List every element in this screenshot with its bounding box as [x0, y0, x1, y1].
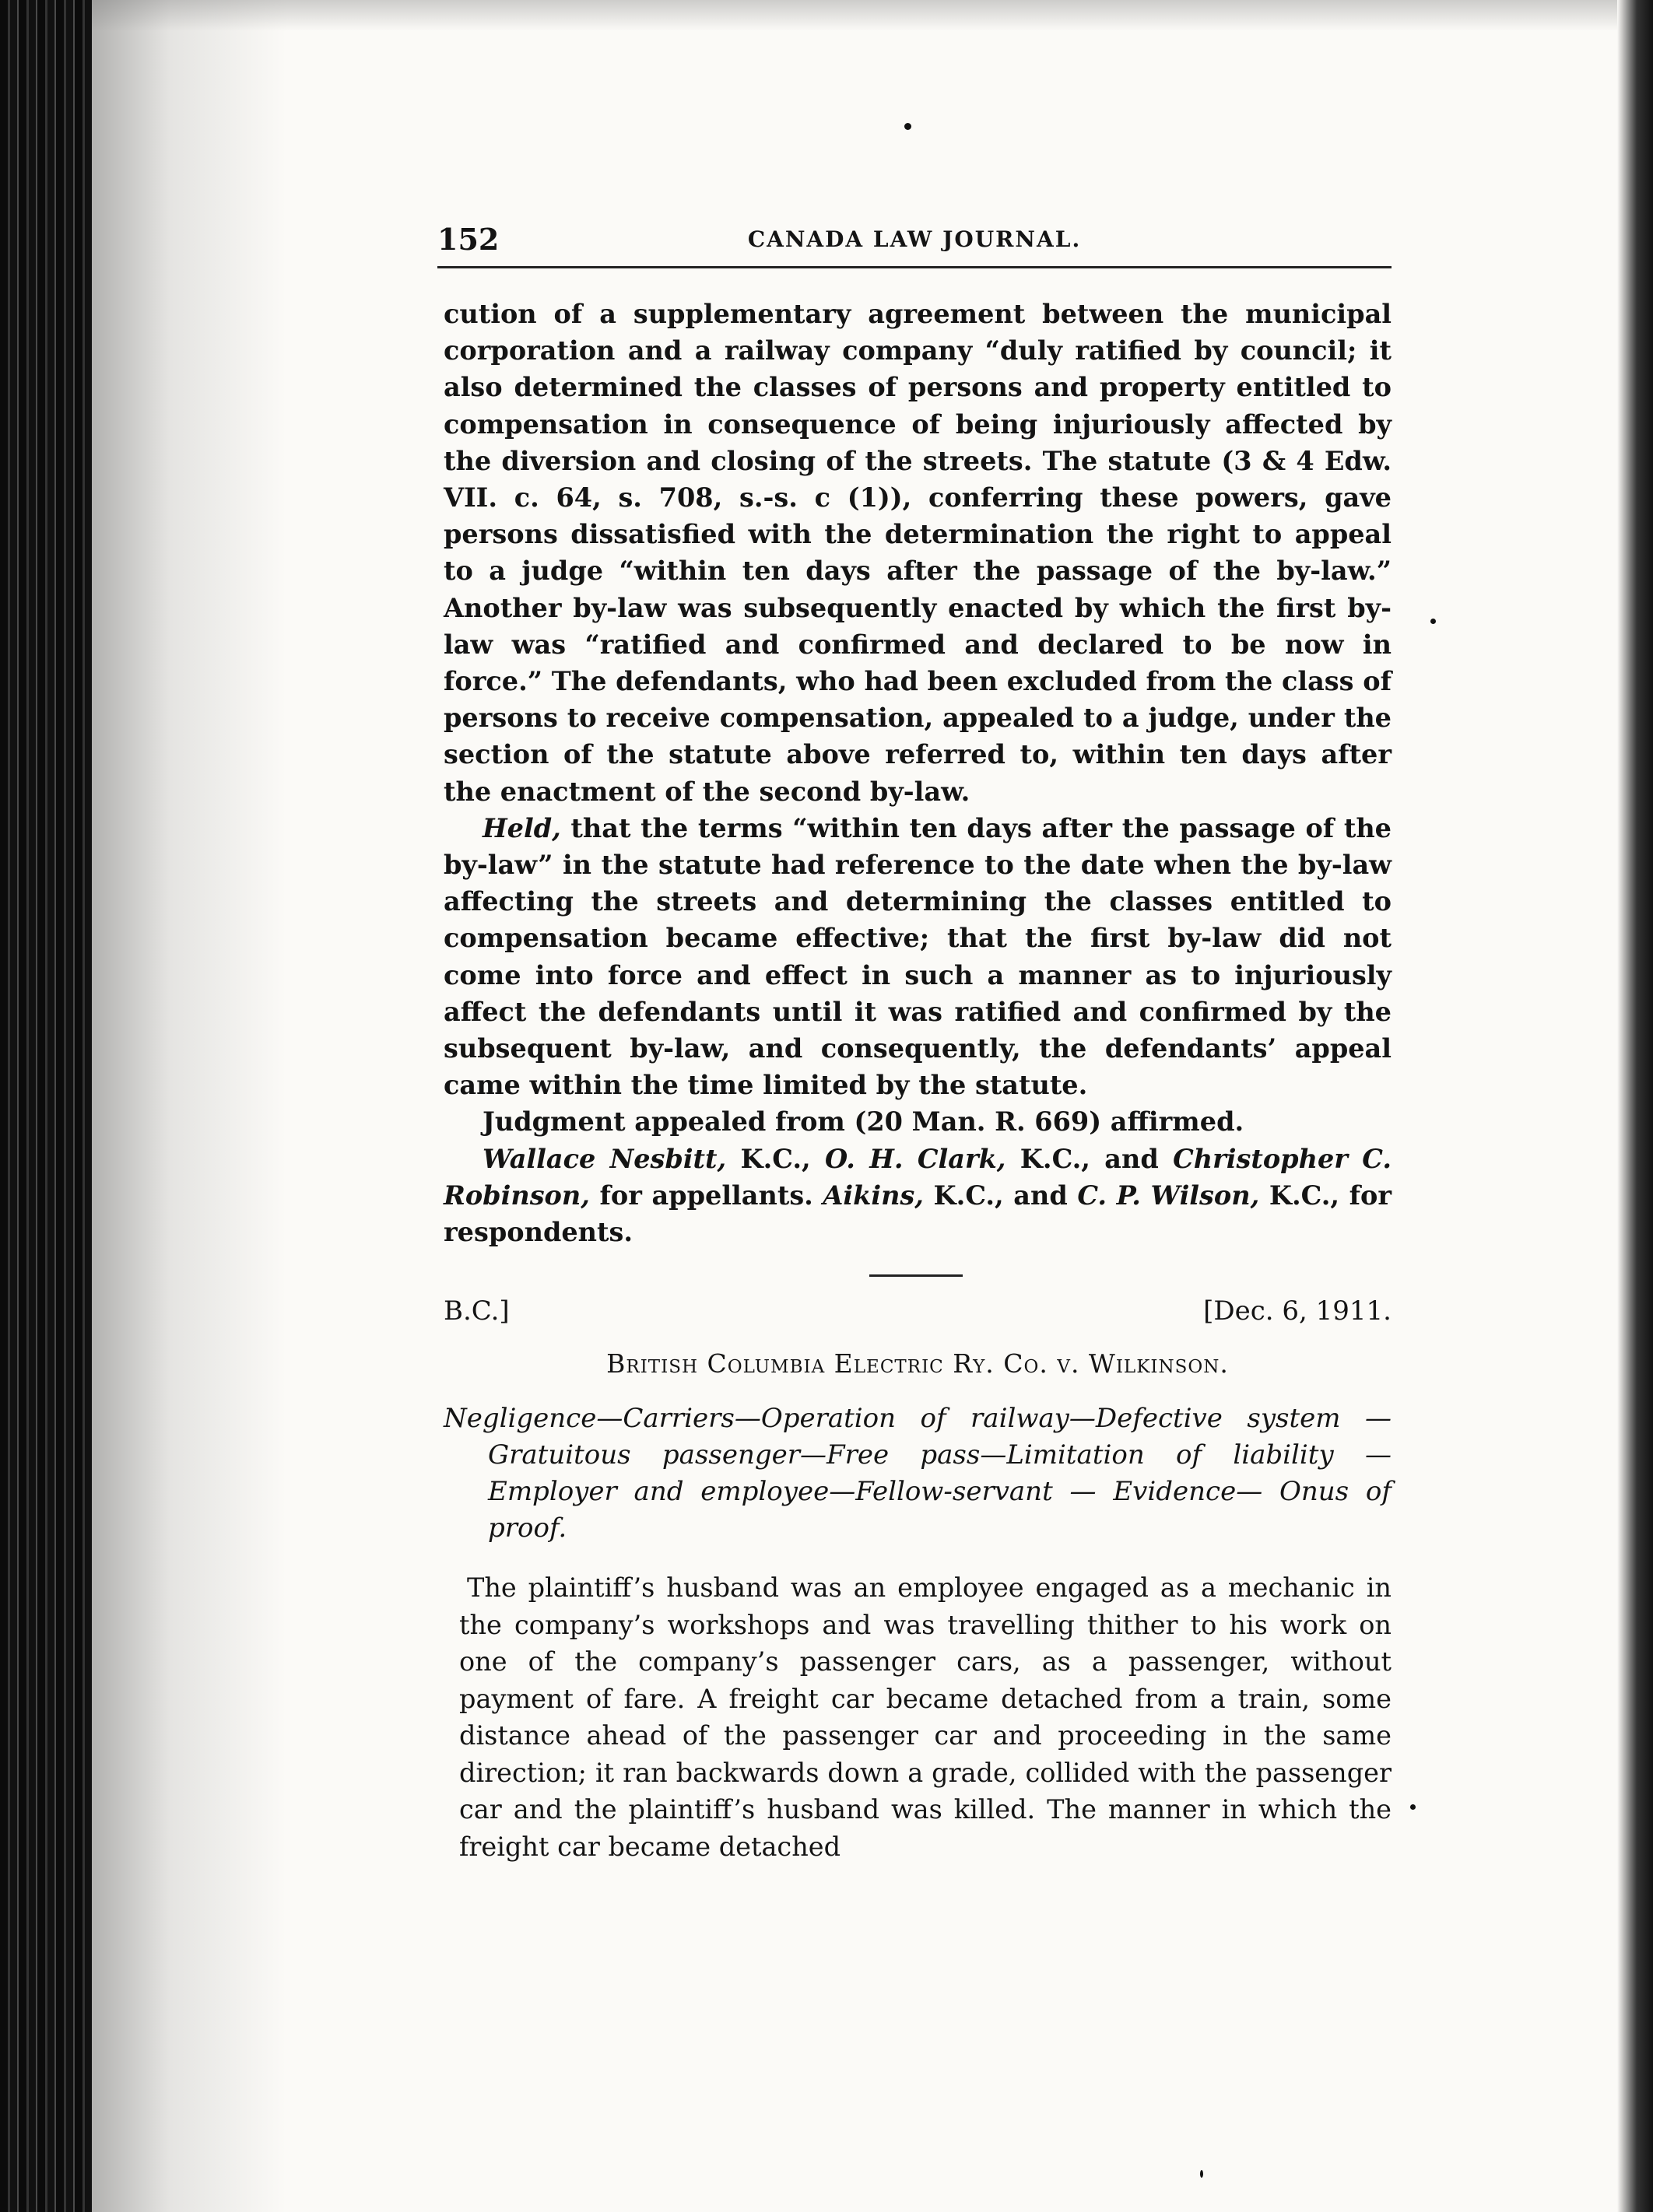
- counsel-name: Wallace Nesbitt,: [483, 1143, 727, 1174]
- page-header: [437, 220, 1392, 258]
- case-heading-row: [444, 1295, 1392, 1336]
- running-title: CANADA LAW JOURNAL.: [747, 226, 1082, 252]
- held-label: Held,: [483, 812, 561, 843]
- top-edge-shadow: [92, 0, 1617, 31]
- held-text: that the terms “within ten days after the passage of the by-law” in the statute had reference to the date when the by-law affecting the streets and determining the classes entitled to compensation became effective; that the first by-law did not come into force and effect in such a manner as to injuriously affect the defendants until it was ratified and confirmed by the subsequent by-law, and consequently, the defendants’ appeal came within the time limited by the statute.: [444, 812, 1392, 1101]
- headnote-text: Negligence—Carriers—Operation of railway—Defective system —Gratuitous passenger—Free pass—Limitation of liability —Employer and employee—Fellow-servant — Evidence— Onus of proof.: [444, 1403, 1392, 1544]
- counsel-text: for appellants.: [589, 1180, 823, 1211]
- book-binding-shadow: [0, 0, 92, 2212]
- counsel-text: K.C., for respondents.: [444, 1180, 1392, 1248]
- facts-paragraph: The plaintiff’s husband was an employee engaged as a mechanic in the company’s workshops and was travelling thither to his work on one of the company’s passenger cars, as a passenger, without payment of fare. A freight car became detached from a train, some distance ahead of the passenger car and proceeding in the same direction; it ran backwards down a grade, collided with the passenger car and the plaintiff’s husband was killed. The manner in which the freight car became detached: [459, 1572, 1392, 1862]
- page-number: 152: [437, 222, 500, 257]
- case-report-body: [444, 296, 1392, 1250]
- counsel-text: K.C.,: [726, 1143, 825, 1174]
- continuation-paragraph: cution of a supplementary agreement between the municipal corporation and a railway company “duly ratified by council; it also determined the classes of persons and property entitled to compensation in consequence of being injuriously affected by the diversion and closing of the streets. The statute (3 & 4 Edw. VII. c. 64, s. 708, s.-s. c (1)), conferring these powers, gave persons dissatisfied with the determination the right to appeal to a judge “within ten days after the passage of the by-law.” Another by-law was subsequently enacted by which the first by-law was “ratified and confirmed and declared to be now in force.” The defendants, who had been excluded from the class of persons to receive compensation, appealed to a judge, under the section of the statute above referred to, within ten days after the enactment of the second by-law.: [444, 299, 1392, 807]
- judgment-line: Judgment appealed from (20 Man. R. 669) affirmed.: [483, 1106, 1244, 1138]
- court-label: B.C.]: [444, 1295, 510, 1327]
- ink-speck: [904, 123, 911, 130]
- counsel-text: K.C., and: [1005, 1143, 1174, 1174]
- counsel-text: K.C., and: [923, 1180, 1078, 1211]
- counsel-name: Aikins,: [823, 1180, 924, 1211]
- counsel-paragraph: [444, 1141, 1392, 1251]
- counsel-name: Christopher C. Robinson,: [444, 1143, 1392, 1211]
- ink-speck: [1200, 2170, 1203, 2178]
- page-edge-shadow: [1617, 0, 1653, 2212]
- ink-speck: [1410, 1804, 1416, 1810]
- ink-speck: [1430, 619, 1436, 624]
- counsel-name: O. H. Clark,: [825, 1143, 1006, 1174]
- facts-section: [459, 1569, 1392, 1865]
- gutter-shadow: [92, 0, 286, 2212]
- headnote: [444, 1400, 1392, 1547]
- header-rule: [437, 266, 1392, 268]
- held-paragraph: [444, 810, 1392, 1104]
- counsel-name: C. P. Wilson,: [1077, 1180, 1260, 1211]
- case-title: British Columbia Electric Ry. Co. v. Wilkinson.: [606, 1348, 1229, 1379]
- section-separator: [869, 1274, 963, 1277]
- case-date: [Dec. 6, 1911.: [1203, 1295, 1392, 1327]
